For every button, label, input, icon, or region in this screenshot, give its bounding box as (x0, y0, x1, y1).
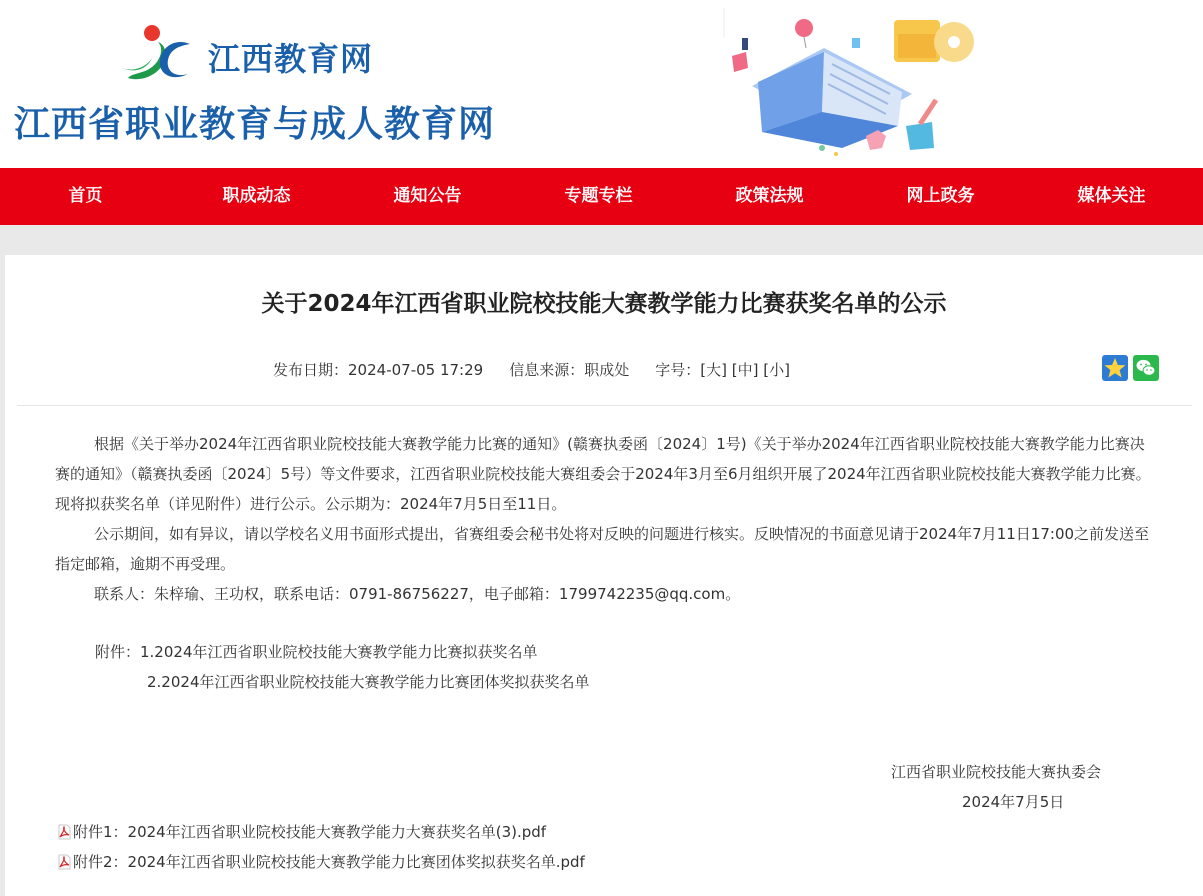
attachment-line: 2.2024年江西省职业院校技能大赛教学能力比赛团体奖拟获奖名单 (147, 673, 590, 691)
attachment-line: 附件：1.2024年江西省职业院校技能大赛教学能力比赛拟获奖名单 (95, 643, 538, 661)
site-name: 江西教育网 (208, 40, 374, 78)
site-header (0, 0, 1203, 168)
main-nav (0, 168, 1203, 225)
nav-item-e-gov[interactable]: 网上政务 (906, 186, 975, 206)
paragraph: 公示期间，如有异议，请以学校名义用书面形式提出，省赛组委会秘书处将对反映的问题进行核实。反映情况的书面意见请于2024年7月11日17:00之前发送至指定邮箱，逾期不再受理。 (55, 525, 1150, 573)
article-body (55, 429, 1151, 609)
file-link-label[interactable]: 附件2：2024年江西省职业院校技能大赛教学能力比赛团体奖拟获奖名单.pdf (73, 853, 585, 871)
publish-date: 2024-07-05 17:29 (348, 361, 484, 379)
attachment-list-text (95, 637, 590, 697)
font-small-link[interactable]: [小] (763, 361, 790, 379)
wechat-icon[interactable] (1133, 355, 1159, 381)
file-link[interactable] (57, 847, 585, 877)
nav-item-home[interactable]: 首页 (68, 186, 103, 206)
font-medium-link[interactable]: [中] (731, 361, 759, 379)
paragraph: 根据《关于举办2024年江西省职业院校技能大赛教学能力比赛的通知》(赣赛执委函〔2024〕1号)《关于举办2024年江西省职业院校技能大赛教学能力比赛决赛的通知》（赣赛执委函〔2024〕5号）等文件要求，江西省职业院校技能大赛组委会于2024年3月至6月组织开展了2024年江西省职业院校技能大赛教学能力比赛。现将拟获奖名单（详见附件）进行公示。公示期为：2024年7月5日至11日。 (55, 435, 1151, 513)
source-label: 信息来源： (509, 361, 585, 379)
paragraph: 联系人：朱梓瑜、王功权，联系电话：0791-86756227，电子邮箱：1799742235@qq.com。 (94, 585, 741, 603)
pdf-file-icon (57, 854, 72, 870)
nav-item-policies[interactable]: 政策法规 (735, 186, 804, 206)
books-and-stationery-illustration (722, 8, 982, 164)
nav-item-topics[interactable]: 专题专栏 (564, 186, 633, 206)
pdf-file-icon (57, 824, 72, 840)
signature (891, 757, 1101, 817)
nav-item-notices[interactable]: 通知公告 (393, 186, 462, 206)
font-size-label: 字号： (655, 361, 701, 379)
font-large-link[interactable]: [大] (700, 361, 727, 379)
date-label: 发布日期： (273, 361, 349, 379)
source-value: 职成处 (584, 361, 630, 379)
nav-item-news[interactable]: 职成动态 (222, 186, 291, 206)
signature-org: 江西省职业院校技能大赛执委会 (891, 763, 1102, 781)
file-link[interactable] (57, 817, 585, 847)
nav-item-media[interactable]: 媒体关注 (1077, 186, 1146, 206)
signature-date: 2024年7月5日 (962, 793, 1065, 811)
star-collect-icon[interactable] (1102, 355, 1128, 381)
jiangxi-education-logo[interactable] (118, 24, 194, 88)
file-link-label[interactable]: 附件1：2024年江西省职业院校技能大赛教学能力大赛获奖名单(3).pdf (73, 823, 547, 841)
file-downloads (57, 817, 585, 877)
article-title: 关于2024年江西省职业院校技能大赛教学能力比赛获奖名单的公示 (261, 291, 947, 317)
site-title: 江西省职业教育与成人教育网 (14, 104, 496, 145)
article-meta (273, 359, 790, 380)
meta-divider (17, 405, 1192, 406)
article-panel (5, 255, 1203, 896)
